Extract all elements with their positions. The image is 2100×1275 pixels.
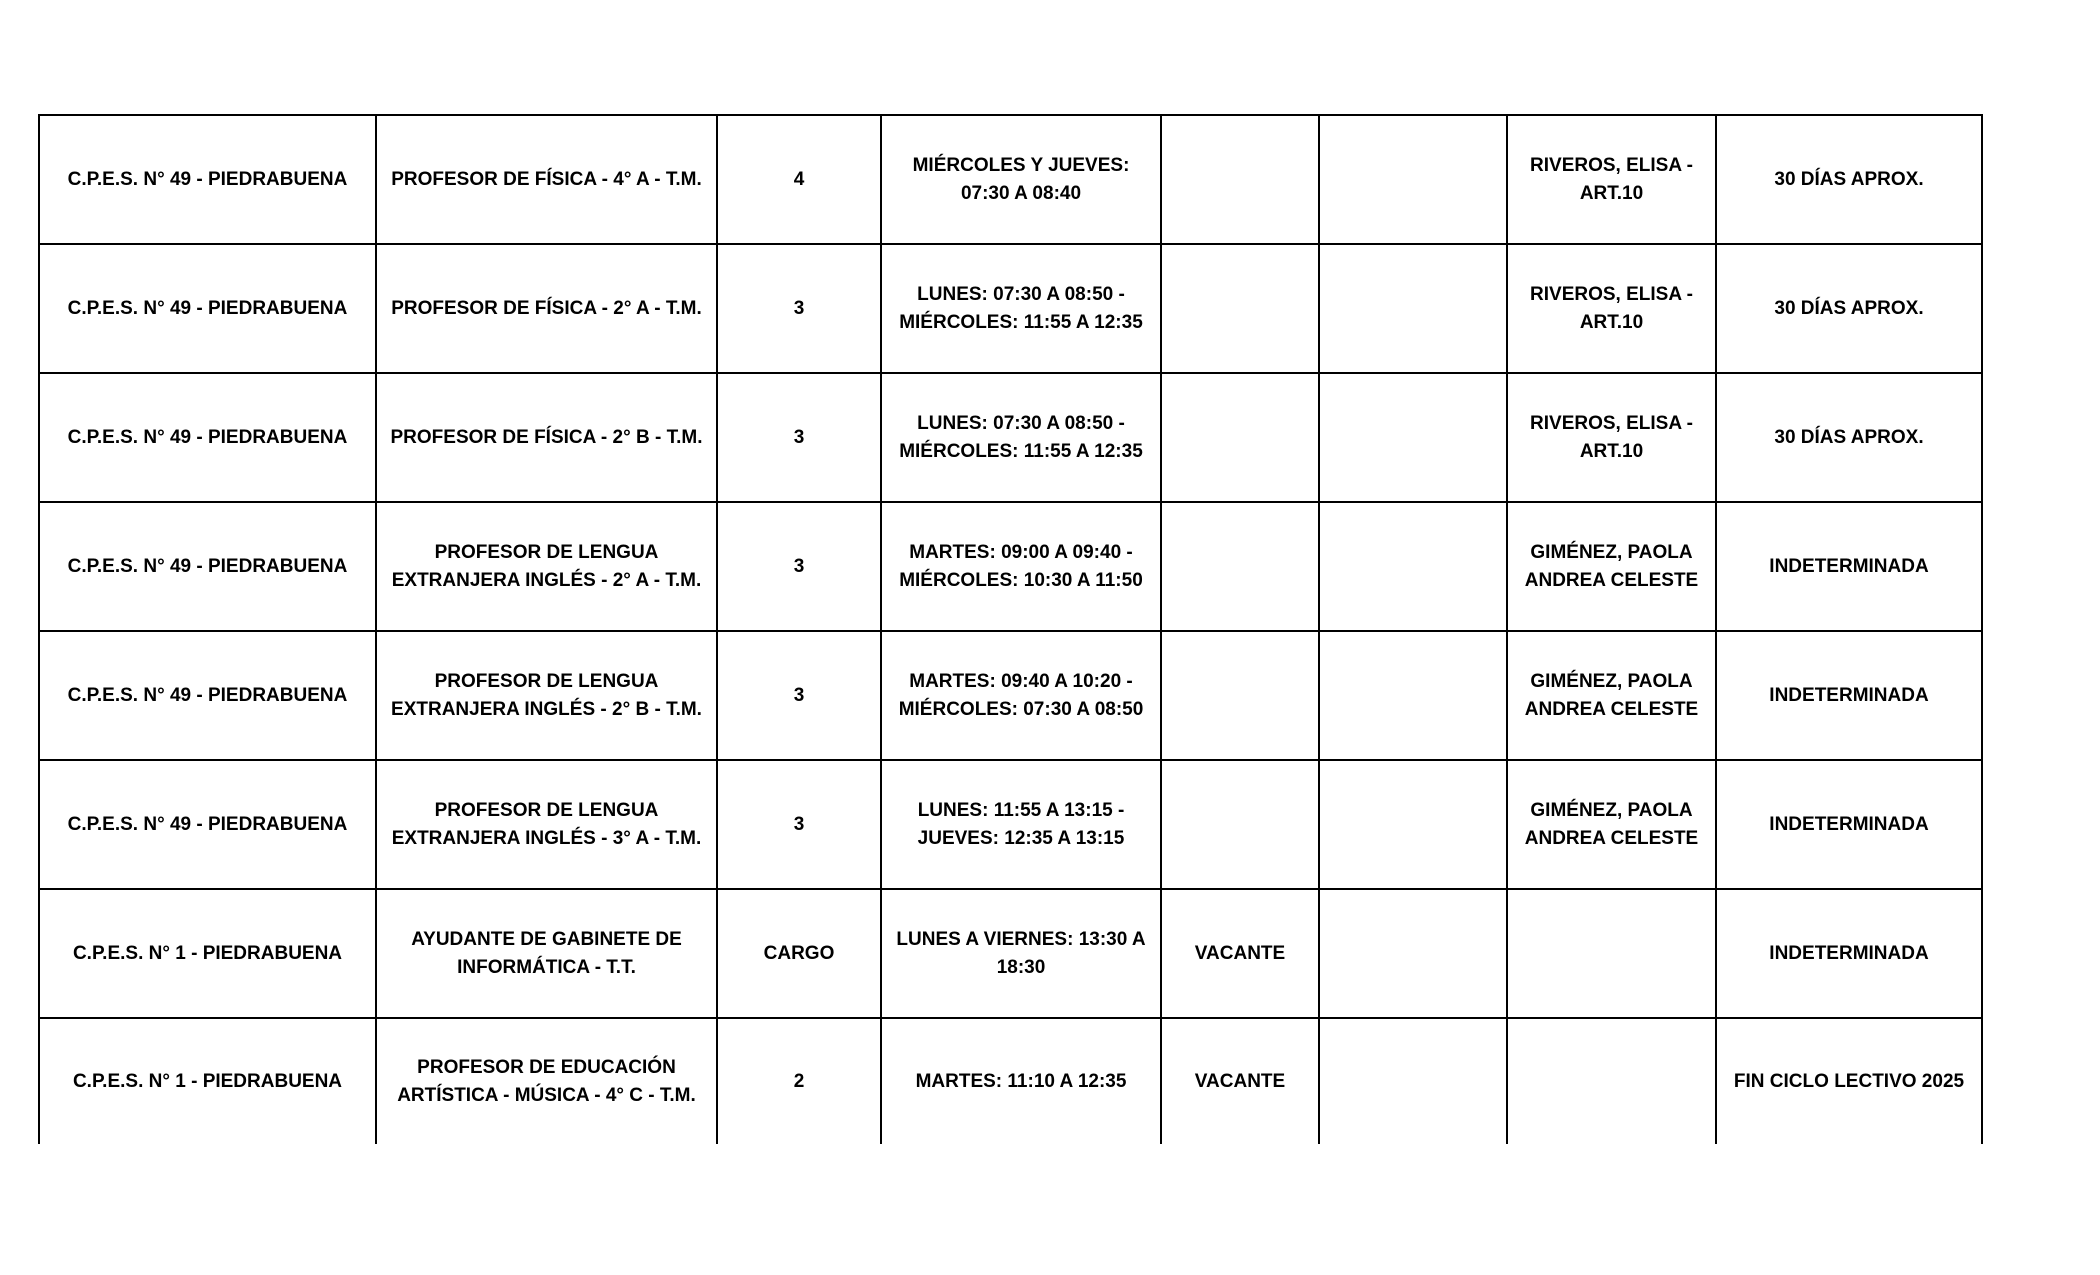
school-cell: C.P.E.S. N° 1 - PIEDRABUENA	[39, 1018, 376, 1144]
hours-cell: 3	[717, 760, 881, 889]
hours-cell: 2	[717, 1018, 881, 1144]
position-cell: PROFESOR DE FÍSICA - 2° A - T.M.	[376, 244, 717, 373]
hours-cell: CARGO	[717, 889, 881, 1018]
schedule-cell: MARTES: 11:10 A 12:35	[881, 1018, 1161, 1144]
schedule-cell: MARTES: 09:00 A 09:40 - MIÉRCOLES: 10:30 A 11:50	[881, 502, 1161, 631]
holder-cell	[1507, 1018, 1716, 1144]
hours-cell: 4	[717, 115, 881, 244]
offers-table	[38, 114, 1983, 1144]
duration-cell: 30 DÍAS APROX.	[1716, 373, 1982, 502]
school-cell: C.P.E.S. N° 49 - PIEDRABUENA	[39, 373, 376, 502]
offers-table-body	[39, 115, 1982, 1144]
empty-cell	[1319, 760, 1507, 889]
status-cell	[1161, 115, 1319, 244]
school-cell: C.P.E.S. N° 1 - PIEDRABUENA	[39, 889, 376, 1018]
table-row	[39, 889, 1982, 1018]
schedule-cell: LUNES: 11:55 A 13:15 - JUEVES: 12:35 A 13:15	[881, 760, 1161, 889]
table-row	[39, 631, 1982, 760]
holder-cell: GIMÉNEZ, PAOLA ANDREA CELESTE	[1507, 631, 1716, 760]
school-cell: C.P.E.S. N° 49 - PIEDRABUENA	[39, 244, 376, 373]
holder-cell	[1507, 889, 1716, 1018]
empty-cell	[1319, 373, 1507, 502]
school-cell: C.P.E.S. N° 49 - PIEDRABUENA	[39, 631, 376, 760]
status-cell	[1161, 373, 1319, 502]
position-cell: PROFESOR DE LENGUA EXTRANJERA INGLÉS - 2° A - T.M.	[376, 502, 717, 631]
position-cell: PROFESOR DE FÍSICA - 2° B - T.M.	[376, 373, 717, 502]
position-cell: PROFESOR DE LENGUA EXTRANJERA INGLÉS - 2° B - T.M.	[376, 631, 717, 760]
holder-cell: RIVEROS, ELISA - ART.10	[1507, 244, 1716, 373]
duration-cell: 30 DÍAS APROX.	[1716, 244, 1982, 373]
duration-cell: INDETERMINADA	[1716, 502, 1982, 631]
schedule-cell: MIÉRCOLES Y JUEVES: 07:30 A 08:40	[881, 115, 1161, 244]
duration-cell: INDETERMINADA	[1716, 760, 1982, 889]
duration-cell: FIN CICLO LECTIVO 2025	[1716, 1018, 1982, 1144]
holder-cell: RIVEROS, ELISA - ART.10	[1507, 115, 1716, 244]
empty-cell	[1319, 244, 1507, 373]
duration-cell: INDETERMINADA	[1716, 631, 1982, 760]
empty-cell	[1319, 1018, 1507, 1144]
status-cell	[1161, 502, 1319, 631]
status-cell	[1161, 244, 1319, 373]
empty-cell	[1319, 502, 1507, 631]
table-row	[39, 502, 1982, 631]
holder-cell: GIMÉNEZ, PAOLA ANDREA CELESTE	[1507, 760, 1716, 889]
status-cell	[1161, 631, 1319, 760]
status-cell: VACANTE	[1161, 1018, 1319, 1144]
status-cell	[1161, 760, 1319, 889]
hours-cell: 3	[717, 631, 881, 760]
empty-cell	[1319, 115, 1507, 244]
hours-cell: 3	[717, 244, 881, 373]
table-row	[39, 244, 1982, 373]
table-row	[39, 115, 1982, 244]
schedule-cell: LUNES: 07:30 A 08:50 - MIÉRCOLES: 11:55 A 12:35	[881, 373, 1161, 502]
hours-cell: 3	[717, 373, 881, 502]
holder-cell: RIVEROS, ELISA - ART.10	[1507, 373, 1716, 502]
empty-cell	[1319, 631, 1507, 760]
status-cell: VACANTE	[1161, 889, 1319, 1018]
holder-cell: GIMÉNEZ, PAOLA ANDREA CELESTE	[1507, 502, 1716, 631]
school-cell: C.P.E.S. N° 49 - PIEDRABUENA	[39, 502, 376, 631]
schedule-cell: MARTES: 09:40 A 10:20 - MIÉRCOLES: 07:30 A 08:50	[881, 631, 1161, 760]
hours-cell: 3	[717, 502, 881, 631]
table-row	[39, 1018, 1982, 1144]
school-cell: C.P.E.S. N° 49 - PIEDRABUENA	[39, 115, 376, 244]
duration-cell: 30 DÍAS APROX.	[1716, 115, 1982, 244]
position-cell: AYUDANTE DE GABINETE DE INFORMÁTICA - T.T.	[376, 889, 717, 1018]
position-cell: PROFESOR DE FÍSICA - 4° A - T.M.	[376, 115, 717, 244]
table-row	[39, 760, 1982, 889]
duration-cell: INDETERMINADA	[1716, 889, 1982, 1018]
position-cell: PROFESOR DE LENGUA EXTRANJERA INGLÉS - 3° A - T.M.	[376, 760, 717, 889]
schedule-cell: LUNES A VIERNES: 13:30 A 18:30	[881, 889, 1161, 1018]
schedule-cell: LUNES: 07:30 A 08:50 - MIÉRCOLES: 11:55 A 12:35	[881, 244, 1161, 373]
position-cell: PROFESOR DE EDUCACIÓN ARTÍSTICA - MÚSICA - 4° C - T.M.	[376, 1018, 717, 1144]
school-cell: C.P.E.S. N° 49 - PIEDRABUENA	[39, 760, 376, 889]
table-row	[39, 373, 1982, 502]
empty-cell	[1319, 889, 1507, 1018]
